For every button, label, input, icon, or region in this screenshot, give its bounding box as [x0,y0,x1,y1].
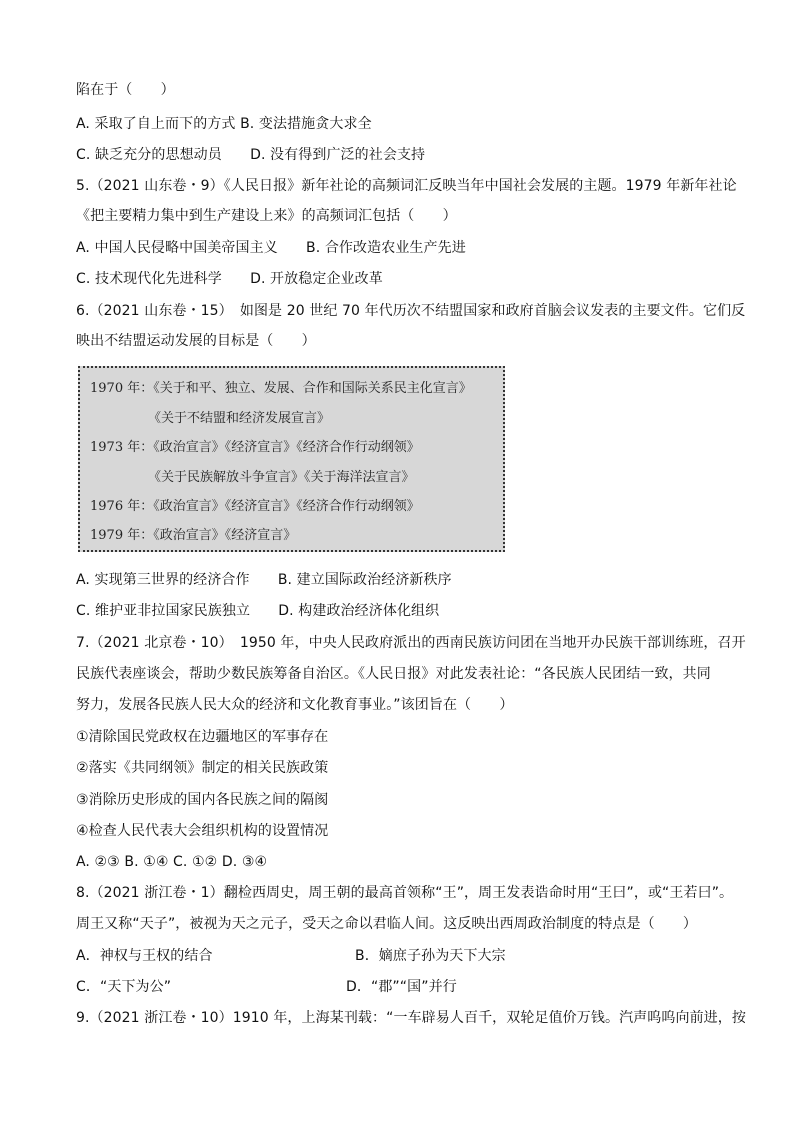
q7-statement-3: ③消除历史形成的国内各民族之间的隔阂 [76,792,329,808]
q6-stem-line-2: 映出不结盟运动发展的目标是（ ） [76,333,316,349]
q6-options-cd: C. 维护亚非拉国家民族独立 D. 构建政治经济体化组织 [76,603,440,619]
box-line-1979: 1979 年：《政治宣言》《经济宣言》 [90,528,297,543]
q8-option-d: D．“郡”“国”并行 [346,979,457,995]
q7-stem-line-3: 努力，发展各民族人民大众的经济和文化教育事业。”该团旨在（ ） [76,697,514,713]
q5-options-cd: C. 技术现代化先进科学 D. 开放稳定企业改革 [76,271,383,287]
q7-statement-1: ①清除国民党政权在边疆地区的军事存在 [76,729,329,745]
q7-stem-line-2: 民族代表座谈会，帮助少数民族筹备自治区。《人民日报》对此发表社论：“各民族人民团结一致，共同 [76,666,711,682]
q7-stem-line-1: 7.（2021 北京卷・10） 1950 年，中央人民政府派出的西南民族访问团在当地开办民族干部训练班，召开 [76,635,746,651]
q8-option-c: C．“天下为公” [76,979,172,995]
box-line-1970-cont: 《关于不结盟和经济发展宣言》 [148,411,331,426]
q6-options-ab: A. 实现第三世界的经济合作 B. 建立国际政治经济新秩序 [76,572,452,588]
q5-stem-line-2: 《把主要精力集中到生产建设上来》的高频词汇包括（ ） [76,208,457,224]
q5-options-ab: A. 中国人民侵略中国美帝国主义 B. 合作改造农业生产先进 [76,240,466,256]
q4-options-ab: A. 采取了自上而下的方式 B. 变法措施贪大求全 [76,116,372,132]
q7-statement-4: ④检查人民代表大会组织机构的设置情况 [76,823,329,839]
q8-option-b: B．嫡庶子孙为天下大宗 [355,948,506,964]
q7-statement-2: ②落实《共同纲领》制定的相关民族政策 [76,760,329,776]
box-line-1970: 1970 年：《关于和平、独立、发展、合作和国际关系民主化宣言》 [90,381,472,396]
q8-stem-line-2: 周王又称“天子”，被视为天之元子，受天之命以君临人间。这反映出西周政治制度的特点是（ ） [76,916,698,932]
q4-stem-end: 陷在于（ ） [76,82,175,98]
q5-stem-line-1: 5.（2021 山东卷・9）《人民日报》新年社论的高频词汇反映当年中国社会发展的主题。1979 年新年社论 [76,178,737,194]
q6-document-box [78,366,505,552]
q6-stem-line-1: 6.（2021 山东卷・15） 如图是 20 世纪 70 年代历次不结盟国家和政府首脑会议发表的主要文件。它们反 [76,303,746,319]
q8-option-a: A．神权与王权的结合 [76,948,213,964]
q9-stem-line-1: 9.（2021 浙江卷・10）1910 年，上海某刊载：“一车辟易人百千，双轮足值价万钱。汽声呜呜向前进，按 [76,1010,746,1026]
box-line-1973-cont: 《关于民族解放斗争宣言》《关于海洋法宣言》 [148,470,415,485]
q8-stem-line-1: 8.（2021 浙江卷・1）翻检西周史，周王朝的最高首领称“王”，周王发表诰命时用“王曰”，或“王若曰”。 [76,885,734,901]
box-line-1973: 1973 年：《政治宣言》《经济宣言》《经济合作行动纲领》 [90,440,420,455]
q4-options-cd: C. 缺乏充分的思想动员 D. 没有得到广泛的社会支持 [76,147,426,163]
q7-options: A. ②③ B. ①④ C. ①② D. ③④ [76,854,268,870]
box-line-1976: 1976 年：《政治宣言》《经济宣言》《经济合作行动纲领》 [90,499,420,514]
